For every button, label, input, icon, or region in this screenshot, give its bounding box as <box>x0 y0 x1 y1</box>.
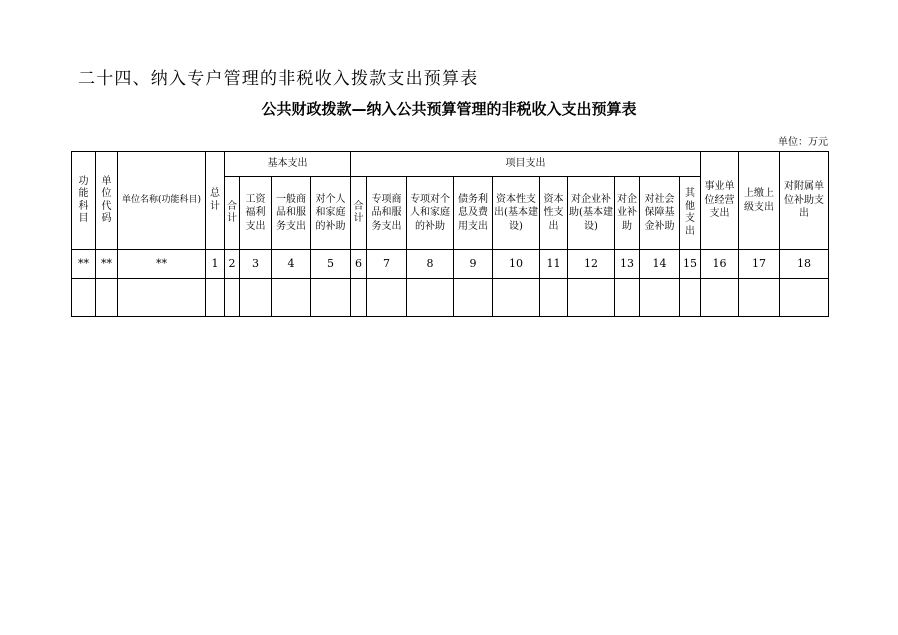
data-cell <box>206 279 225 317</box>
data-cell <box>240 279 272 317</box>
budget-table <box>71 151 829 317</box>
index-cell: 9 <box>454 250 493 279</box>
index-cell: 16 <box>701 250 739 279</box>
index-cell: 11 <box>540 250 568 279</box>
index-cell: 10 <box>493 250 540 279</box>
header-goods-basic: 一般商品和服务支出 <box>272 177 311 250</box>
index-cell: ** <box>118 250 206 279</box>
header-subsidy-proj: 专项对个人和家庭的补助 <box>407 177 454 250</box>
index-cell: ** <box>96 250 118 279</box>
index-cell: 6 <box>351 250 367 279</box>
header-social: 对社会保障基金补助 <box>640 177 680 250</box>
data-cell <box>701 279 739 317</box>
index-cell: 1 <box>206 250 225 279</box>
header-capital: 资本性支出 <box>540 177 568 250</box>
header-other: 其他支出 <box>680 177 701 250</box>
data-cell <box>96 279 118 317</box>
header-remit: 上缴上级支出 <box>739 152 780 250</box>
header-institution: 事业单位经营支出 <box>701 152 739 250</box>
data-cell <box>367 279 407 317</box>
group-basic: 基本支出 <box>225 152 351 177</box>
index-cell: 8 <box>407 250 454 279</box>
group-project: 项目支出 <box>351 152 701 177</box>
data-cell <box>780 279 829 317</box>
header-capital-build: 资本性支出(基本建设) <box>493 177 540 250</box>
page-heading: 二十四、纳入专户管理的非税收入拨款支出预算表 <box>78 69 479 89</box>
unit-label: 单位：万元 <box>778 137 828 148</box>
index-cell: 12 <box>568 250 615 279</box>
header-debt: 债务利息及费用支出 <box>454 177 493 250</box>
data-cell <box>540 279 568 317</box>
data-cell <box>493 279 540 317</box>
data-cell <box>739 279 780 317</box>
data-cell <box>568 279 615 317</box>
data-cell <box>640 279 680 317</box>
header-basic-sum: 合计 <box>225 177 240 250</box>
data-cell <box>72 279 96 317</box>
header-affiliate: 对附属单位补助支出 <box>780 152 829 250</box>
index-cell: 3 <box>240 250 272 279</box>
data-cell <box>454 279 493 317</box>
header-wages: 工资福利支出 <box>240 177 272 250</box>
data-cell <box>615 279 640 317</box>
header-subsidy-basic: 对个人和家庭的补助 <box>311 177 351 250</box>
header-row-groups <box>72 152 829 177</box>
index-cell: 17 <box>739 250 780 279</box>
table-row <box>72 279 829 317</box>
header-proj-sum: 合计 <box>351 177 367 250</box>
data-cell <box>351 279 367 317</box>
table-title: 公共财政拨款—纳入公共预算管理的非税收入支出预算表 <box>261 100 637 118</box>
data-cell <box>118 279 206 317</box>
data-cell <box>272 279 311 317</box>
header-enterprise-build: 对企业补助(基本建设) <box>568 177 615 250</box>
data-cell <box>407 279 454 317</box>
index-cell: ** <box>72 250 96 279</box>
header-total: 总计 <box>206 152 225 250</box>
index-cell: 14 <box>640 250 680 279</box>
header-goods-proj: 专项商品和服务支出 <box>367 177 407 250</box>
index-cell: 5 <box>311 250 351 279</box>
data-cell <box>225 279 240 317</box>
data-cell <box>680 279 701 317</box>
data-cell <box>311 279 351 317</box>
header-enterprise: 对企业补助 <box>615 177 640 250</box>
header-func-code: 功能科目 <box>72 152 96 250</box>
index-cell: 13 <box>615 250 640 279</box>
index-row <box>72 250 829 279</box>
index-cell: 18 <box>780 250 829 279</box>
index-cell: 2 <box>225 250 240 279</box>
index-cell: 7 <box>367 250 407 279</box>
header-unit-name: 单位名称(功能科目) <box>118 152 206 250</box>
header-unit-code: 单位代码 <box>96 152 118 250</box>
index-cell: 15 <box>680 250 701 279</box>
index-cell: 4 <box>272 250 311 279</box>
